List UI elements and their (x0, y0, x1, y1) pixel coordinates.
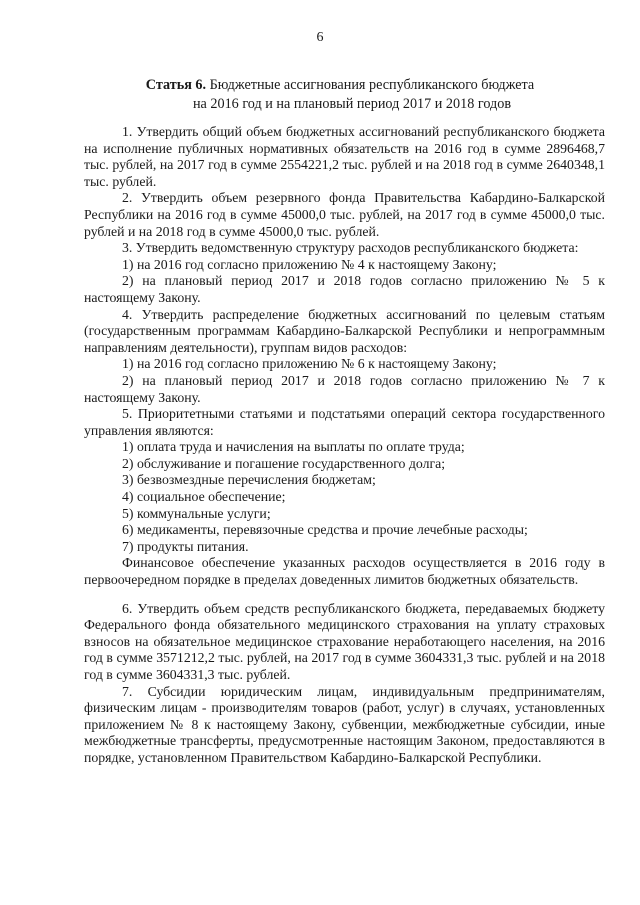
paragraph-5-financing: Финансовое обеспечение указанных расходов осуществляется в 2016 году в первоочередном порядке в пределах доведенных лимитов бюджетных обязательств. (84, 555, 605, 588)
paragraph-5-item-5: 5) коммунальные услуги; (122, 505, 271, 521)
paragraph-1: 1. Утвердить общий объем бюджетных ассигнований республиканского бюджета на исполнение публичных нормативных обязательств на 2016 год в сумме 2896468,7 тыс. рублей, на 2017 год в сумме 2554221,2 тыс. рублей и на 2018 год в сумме 2640348,1 тыс. рублей. (84, 124, 605, 189)
article-heading-line1 (60, 76, 620, 95)
paragraph-7: 7. Субсидии юридическим лицам, индивидуальным предпринимателям, физическим лицам - производителям товаров (работ, услуг) в случаях, установленных приложением № 8 к настоящему Закону, субвенции, межбюджетные субсидии, иные межбюджетные трансферты, предусмотренные настоящим Законом, предоставляются в порядке, установленном Правительством Кабардино-Балкарской Республики. (84, 683, 605, 765)
paragraph-5-item-3: 3) безвозмездные перечисления бюджетам; (122, 472, 376, 488)
article-label: Статья 6. (145, 77, 207, 93)
paragraph-4-item-1: 1) на 2016 год согласно приложению № 6 к настоящему Закону; (122, 356, 497, 372)
paragraph-3-item-2: 2) на плановый период 2017 и 2018 годов согласно приложению № 5 к настоящему Закону. (84, 273, 605, 305)
paragraph-5-item-1: 1) оплата труда и начисления на выплаты по оплате труда; (122, 439, 465, 455)
paragraph-5-item-4: 4) социальное обеспечение; (122, 489, 286, 505)
paragraph-3: 3. Утвердить ведомственную структуру расходов республиканского бюджета: (122, 240, 579, 256)
paragraph-4: 4. Утвердить распределение бюджетных ассигнований по целевым статьям (государственным программам Кабардино-Балкарской Республики и непрограммным направлениям деятельности), группам видов расходов: (84, 306, 605, 355)
article-heading (60, 76, 620, 114)
paragraph-5-item-2: 2) обслуживание и погашение государственного долга; (122, 455, 446, 471)
paragraph-2: 2. Утвердить объем резервного фонда Правительства Кабардино-Балкарской Республики на 2016 год в сумме 45000,0 тыс. рублей, на 2017 год в сумме 45000,0 тыс. рублей и на 2018 год в сумме 45000,0 тыс. рублей. (84, 190, 605, 239)
article-body (84, 124, 605, 767)
paragraph-6: 6. Утвердить объем средств республиканского бюджета, передаваемых бюджету Федерального фонда обязательного медицинского страхования на уплату страховых взносов на обязательное медицинское страхование неработающего населения, на 2016 год в сумме 3571212,2 тыс. рублей, на 2017 год в сумме 3604331,3 тыс. рублей и на 2018 год в сумме 3604331,3 тыс. рублей. (84, 600, 605, 682)
article-title-line1: Бюджетные ассигнования республиканского бюджета (209, 77, 535, 93)
paragraph-5-item-6: 6) медикаменты, перевязочные средства и прочие лечебные расходы; (122, 522, 528, 538)
paragraph-5-item-7: 7) продукты питания. (122, 538, 249, 554)
paragraph-5: 5. Приоритетными статьями и подстатьями операций сектора государственного управления являются: (84, 406, 605, 438)
paragraph-3-item-1: 1) на 2016 год согласно приложению № 4 к настоящему Закону; (122, 256, 497, 272)
article-title-line2: на 2016 год и на плановый период 2017 и 2018 годов (192, 96, 512, 112)
page-number: 6 (316, 30, 324, 45)
paragraph-4-item-2: 2) на плановый период 2017 и 2018 годов согласно приложению № 7 к настоящему Закону. (84, 372, 605, 405)
